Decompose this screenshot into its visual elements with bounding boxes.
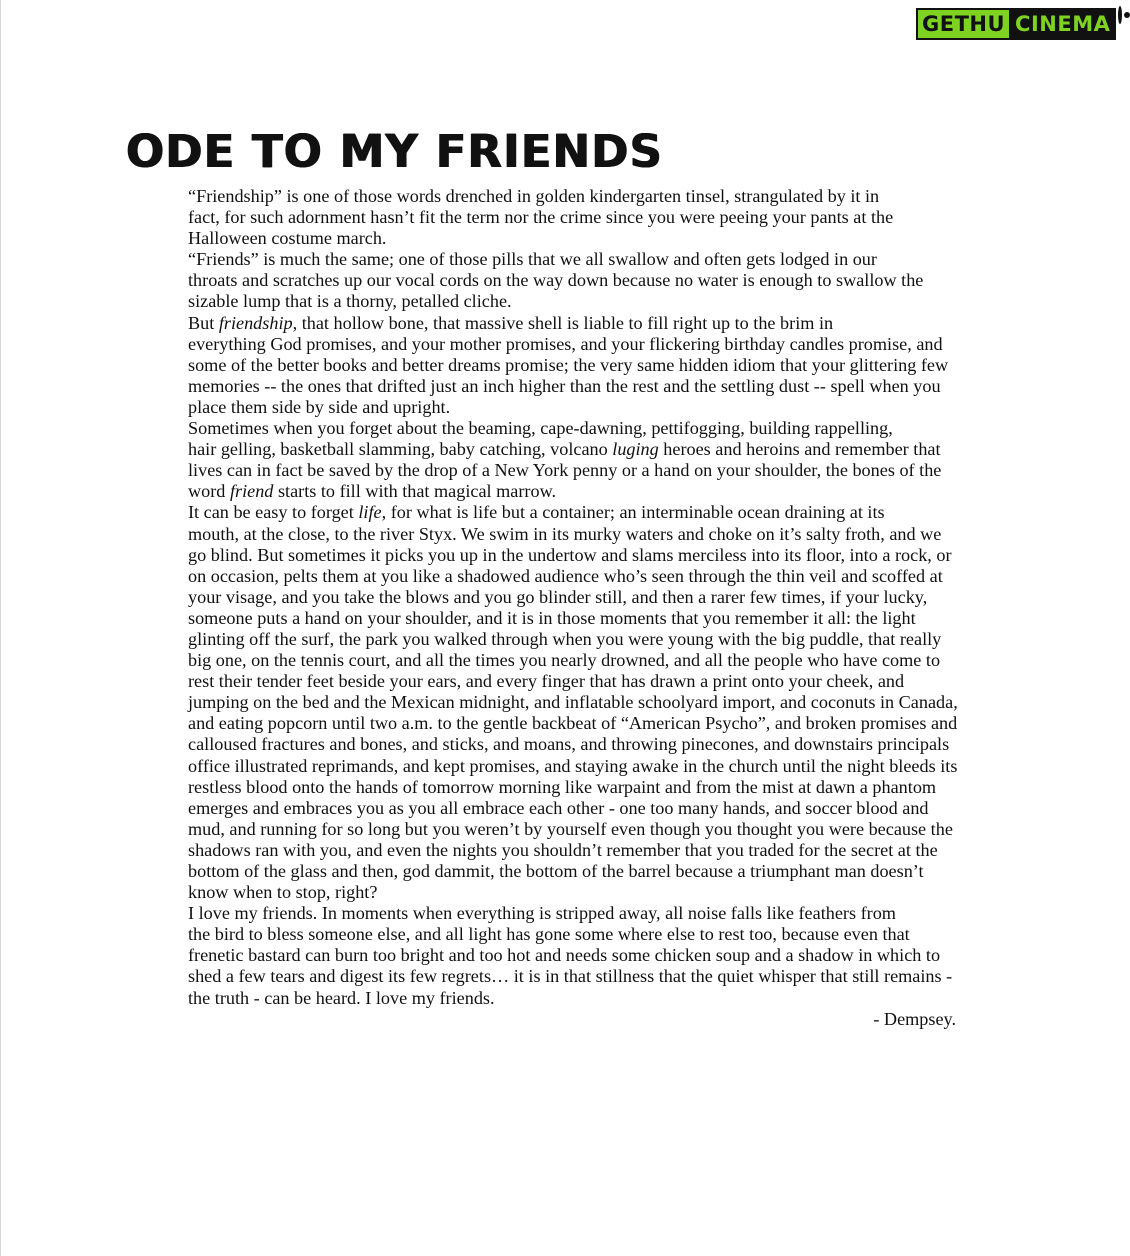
italic-text: life xyxy=(358,502,382,523)
text-line xyxy=(126,418,956,439)
text-line xyxy=(126,966,956,987)
text-segment: lives can in fact be saved by the drop of a New York penny or a hand on your shoulder, the bones of the xyxy=(188,460,942,481)
text-segment: emerges and embraces you as you all embrace each other - one too many hands, and soccer blood and xyxy=(188,797,929,818)
text-segment: memories -- the ones that drifted just an inch higher than the rest and the settling dust -- spell when you xyxy=(188,375,941,396)
page-title: ODE TO MY FRIENDS xyxy=(126,125,663,178)
text-line xyxy=(126,777,956,798)
text-line xyxy=(126,650,956,671)
italic-text: friendship xyxy=(218,312,293,333)
text-segment: starts to fill with that magical marrow. xyxy=(273,481,557,502)
text-line xyxy=(126,734,956,755)
text-line xyxy=(126,186,956,207)
text-segment: place them side by side and upright. xyxy=(188,396,451,417)
text-line xyxy=(126,291,956,312)
camera-reel-icon xyxy=(1118,6,1122,24)
text-segment: fact, for such adornment hasn’t fit the term nor the crime since you were peeing your pants at the xyxy=(188,207,894,228)
text-line xyxy=(126,608,956,629)
essay-paragraph xyxy=(126,502,956,903)
text-line xyxy=(126,439,956,460)
text-segment: someone puts a hand on your shoulder, and it is in those moments that you remember it all: the light xyxy=(188,607,916,628)
text-line xyxy=(126,524,956,545)
text-segment: your visage, and you take the blows and you go blinder still, and then a rarer few times, if your lucky, xyxy=(188,586,928,607)
essay-paragraph xyxy=(126,186,956,249)
text-line xyxy=(126,376,956,397)
text-segment: heroes and heroins and remember that xyxy=(658,439,941,460)
text-line xyxy=(126,756,956,777)
text-line xyxy=(126,355,956,376)
text-line xyxy=(126,502,956,523)
text-line xyxy=(126,924,956,945)
text-segment: It can be easy to forget xyxy=(188,502,359,523)
text-segment: glinting off the surf, the park you walked through when you were young with the big puddle, that really xyxy=(188,628,942,649)
text-line xyxy=(126,861,956,882)
essay-paragraph xyxy=(126,313,956,418)
text-segment: the truth - can be heard. I love my friends. xyxy=(188,987,495,1008)
text-segment: bottom of the glass and then, god dammit, the bottom of the barrel because a triumphant man doesn’t xyxy=(188,861,924,881)
text-segment: throats and scratches up our vocal cords on the way down because no water is enough to swallow the xyxy=(188,270,924,291)
text-segment: go blind. But sometimes it picks you up in the undertow and slams merciless into its floor, into a rock, or xyxy=(188,544,952,565)
text-segment: , for what is life but a container; an interminable ocean draining at its xyxy=(381,502,885,523)
logo-text-gethu: GETHU xyxy=(916,8,1011,40)
author-signature: - Dempsey. xyxy=(873,1008,956,1029)
text-segment: and eating popcorn until two a.m. to the gentle backbeat of “American Psycho”, and broken promises and xyxy=(188,713,958,734)
text-segment: shadows ran with you, and even the nights you shouldn’t remember that you traded for the secret at the xyxy=(188,839,938,860)
text-line xyxy=(126,988,956,1009)
text-segment: on occasion, pelts them at you like a shadowed audience who’s seen through the thin veil and scoffed at xyxy=(188,565,943,586)
text-line xyxy=(126,460,956,481)
text-segment: mouth, at the close, to the river Styx. We swim in its murky waters and choke on it’s salty froth, and we xyxy=(188,523,942,544)
text-segment: frenetic bastard can burn too bright and too hot and needs some chicken soup and a shadow in which to xyxy=(188,945,941,966)
text-line xyxy=(126,798,956,819)
text-segment: everything God promises, and your mother promises, and your flickering birthday candles promise, and xyxy=(188,333,943,354)
text-segment: Sometimes when you forget about the beaming, cape-dawning, pettifogging, building rappelling, xyxy=(188,418,893,439)
text-line xyxy=(126,334,956,355)
text-segment: “Friends” is much the same; one of those pills that we all swallow and often gets lodged in our xyxy=(188,249,877,270)
text-line xyxy=(126,566,956,587)
text-segment: rest their tender feet beside your ears, and every finger that has drawn a print onto your cheek, and xyxy=(188,671,905,692)
text-segment: office illustrated reprimands, and kept promises, and staying awake in the church until the night bleeds its xyxy=(188,755,958,776)
text-line xyxy=(126,481,956,502)
page-edge xyxy=(0,0,1,1256)
text-segment: big one, on the tennis court, and all the times you nearly drowned, and all the people who have come to xyxy=(188,650,941,671)
text-segment: calloused fractures and bones, and sticks, and moans, and throwing pinecones, and downstairs principals xyxy=(188,734,950,755)
text-line xyxy=(126,313,956,334)
text-segment: Halloween costume march. xyxy=(188,228,387,249)
text-line xyxy=(126,903,956,924)
text-segment: shed a few tears and digest its few regrets… it is in that stillness that the quiet whisper that still remains - xyxy=(188,966,953,987)
text-line xyxy=(126,713,956,734)
text-line xyxy=(126,692,956,713)
text-line xyxy=(126,545,956,566)
text-line xyxy=(126,629,956,650)
text-line xyxy=(126,840,956,861)
italic-text: friend xyxy=(229,481,274,502)
text-line xyxy=(126,819,956,840)
text-segment: hair gelling, basketball slamming, baby catching, volcano xyxy=(188,439,613,460)
text-line xyxy=(126,228,956,249)
essay-body xyxy=(126,186,956,1030)
text-segment: jumping on the bed and the Mexican midnight, and inflatable schoolyard import, and coconuts in Canada, xyxy=(188,692,958,713)
text-line xyxy=(126,207,956,228)
text-segment: know when to stop, right? xyxy=(188,882,378,903)
essay-paragraph xyxy=(126,249,956,312)
text-line xyxy=(126,671,956,692)
text-line xyxy=(126,945,956,966)
text-segment: mud, and running for so long but you weren’t by yourself even though you thought you were because the xyxy=(188,818,953,839)
text-segment: , that hollow bone, that massive shell is liable to fill right up to the brim in xyxy=(292,312,834,333)
text-segment: “Friendship” is one of those words drenched in golden kindergarten tinsel, strangulated by it in xyxy=(188,186,880,206)
text-segment: the bird to bless someone else, and all light has gone some where else to rest too, because even that xyxy=(188,924,910,945)
text-segment: restless blood onto the hands of tomorrow morning like warpaint and from the mist at dawn a phantom xyxy=(188,776,937,797)
text-line xyxy=(126,882,956,903)
essay-paragraph xyxy=(126,903,956,1008)
text-segment: word xyxy=(188,481,230,502)
text-line xyxy=(126,249,956,270)
text-line xyxy=(126,397,956,418)
text-segment: sizable lump that is a thorny, petalled cliche. xyxy=(188,291,512,312)
text-segment: But xyxy=(188,312,219,333)
logo-text-cinema: CINEMA xyxy=(1009,8,1116,40)
italic-text: luging xyxy=(612,439,659,460)
text-line xyxy=(126,587,956,608)
gethu-cinema-logo xyxy=(916,4,1111,44)
text-segment: I love my friends. In moments when everything is stripped away, all noise falls like feathers from xyxy=(188,903,896,924)
text-line xyxy=(126,270,956,291)
text-segment: some of the better books and better dreams promise; the very same hidden idiom that your glittering few xyxy=(188,354,949,375)
essay-paragraph xyxy=(126,418,956,502)
